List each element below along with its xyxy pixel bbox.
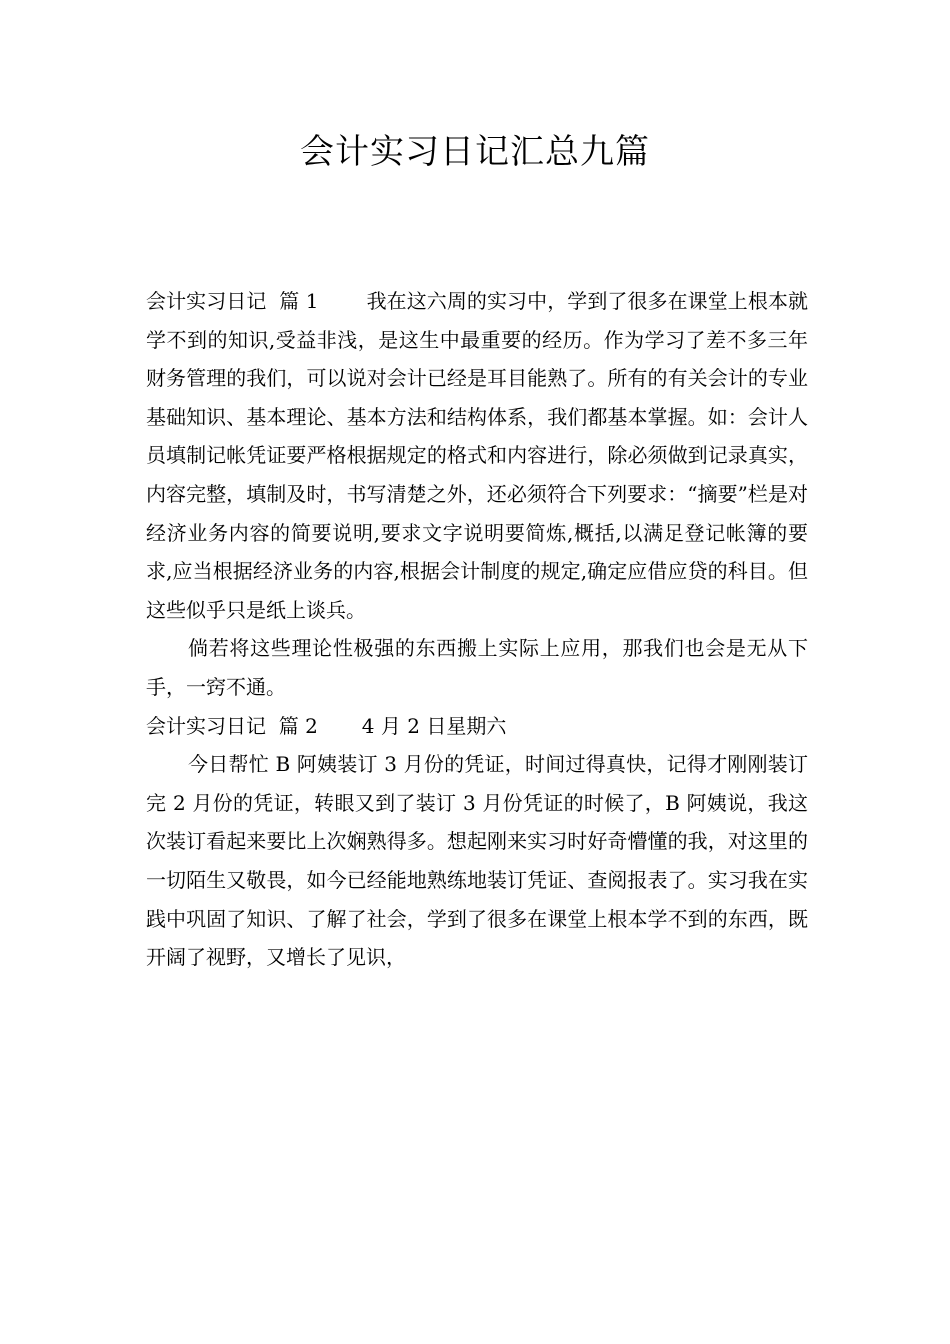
- document-title: 会计实习日记汇总九篇: [300, 132, 650, 172]
- section1-lead-text: 我在这六周的实习中，学到了很多在课堂上根本就学不到的知识,受益非浅，是这生中最重要的经历。作为学习了差不多三年财务管理的我们，可以说对会计已经是耳目能熟了。所有的有关会计的专业基础知识、基本理论、基本方法和结构体系，我们都基本掌握。如：会计人员填制记帐凭证要严格根据规定的格式和内容进行，除必须做到记录真实，内容完整，填制及时，书写清楚之外，还必须符合下列要求：“摘要”栏是对经济业务内容的简要说明,要求文字说明要简炼,概括,以满足登记帐簿的要求,应当根据经济业务的内容,根据会计制度的规定,确定应借应贷的科目。但这些似乎只是纸上谈兵。: [146, 289, 809, 622]
- section2-paragraph-1: 今日帮忙 B 阿姨装订 3 月份的凭证，时间过得真快，记得才刚刚装订完 2 月份的凭证，转眼又到了装订 3 月份凭证的时候了，B 阿姨说，我这次装订看起来要比上次娴熟得多。想起刚来实习时好奇懵懂的我，对这里的一切陌生又敬畏，如今已经能地熟练地装订凭证、查阅报表了。实习我在实践中巩固了知识、了解了社会，学到了很多在课堂上根本学不到的东西，既开阔了视野，又增长了见识，: [146, 752, 808, 970]
- section1-paragraph-2: 倘若将这些理论性极强的东西搬上实际上应用，那我们也会是无从下手，一窍不通。: [146, 636, 808, 699]
- section2-heading-line: [146, 707, 808, 746]
- section1-paragraph: [146, 282, 808, 629]
- section2-heading: 会计实习日记 篇 2: [146, 713, 318, 738]
- section2-date: 4 月 2 日星期六: [361, 713, 507, 738]
- section1-heading: 会计实习日记 篇 1: [146, 289, 319, 313]
- document-body: [146, 282, 808, 977]
